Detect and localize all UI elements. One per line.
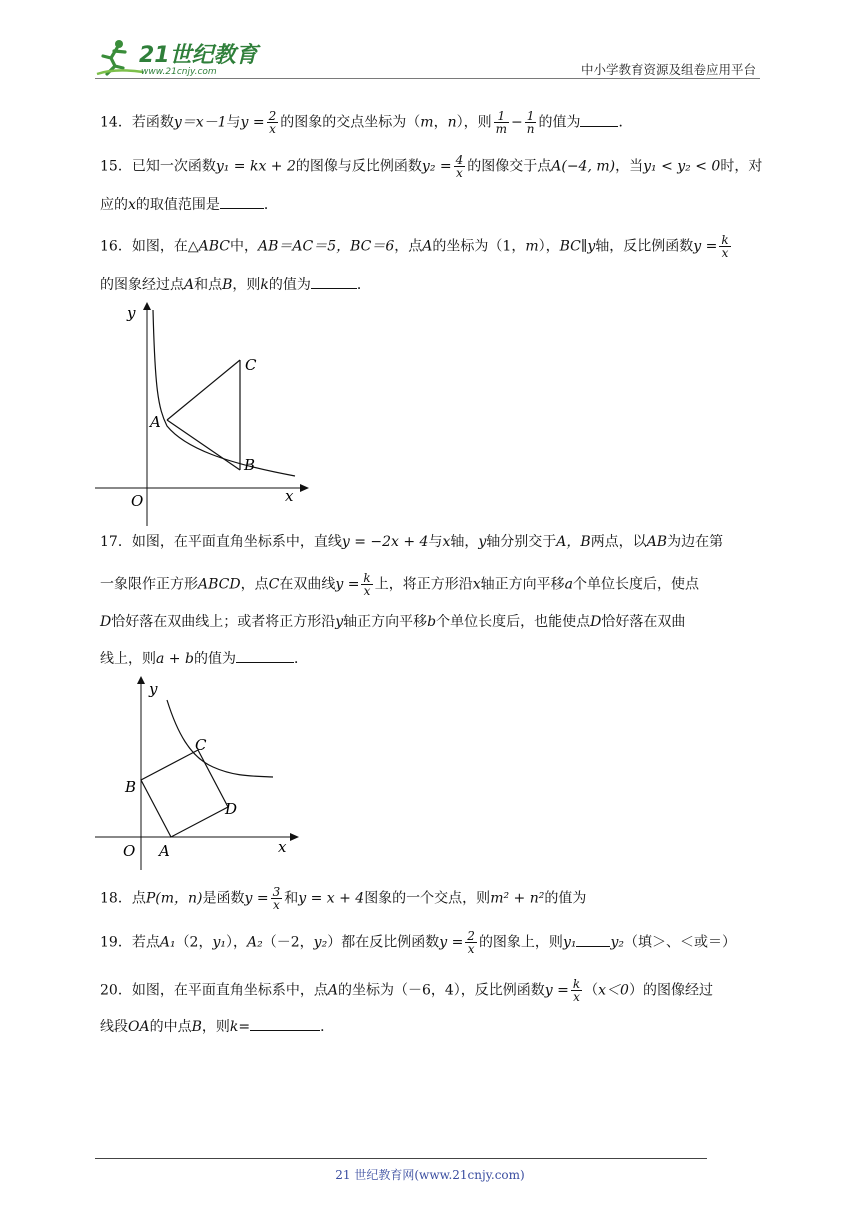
site-logo xyxy=(95,38,265,80)
question-17-line-4: 线上，则a + b的值为 ． xyxy=(100,648,765,669)
label-o: O xyxy=(131,492,144,510)
header-slogan: 中小学教育资源及组卷应用平台 xyxy=(580,62,756,77)
label-a: A xyxy=(159,842,170,860)
hyperbola-curve xyxy=(153,310,295,476)
fraction: $\frac{1}{n}$ xyxy=(526,109,535,136)
question-20: 20．如图，在平面直角坐标系中，点A的坐标为（－6，4），反比例函数y = $\frac{k}{x}$ （x＜0）的图像经过 xyxy=(100,977,713,1004)
figure-16 xyxy=(95,298,315,528)
label-d: D xyxy=(225,800,238,818)
question-19: 19．若点A₁（2，y₁），A₂（－2，y₂）都在反比例函数y = $\frac{2}{x}$ 的图象上，则y₁ y₂（填＞、＜或＝） xyxy=(100,929,736,956)
question-15-line-2: 应的x的取值范围是 ． xyxy=(100,194,765,215)
label-c: C xyxy=(245,356,257,374)
fraction: $\frac{k}{x}$ xyxy=(363,571,371,598)
question-17: 17．如图，在平面直角坐标系中，直线y = −2x + 4与x轴，y轴分别交于A，B两点，以AB为边在第 xyxy=(100,534,724,550)
question-16: 16．如图，在△ABC中，AB＝AC＝5，BC＝6，点A的坐标为（1，m），BC∥y轴，反比例函数y = $\frac{k}{x}$ xyxy=(100,233,729,260)
question-17-line-3: D恰好落在双曲线上；或者将正方形沿y轴正方向平移b个单位长度后，也能使点D恰好落在双曲 xyxy=(100,614,686,630)
question-16-line-2: 的图象经过点A和点B，则k的值为 ． xyxy=(100,274,765,295)
label-x: x xyxy=(278,838,287,856)
question-number: 19． xyxy=(100,934,132,951)
label-o: O xyxy=(123,842,136,860)
header-divider xyxy=(95,78,760,79)
logo-main-text: 21世纪教育 xyxy=(139,43,258,68)
figure-17 xyxy=(95,672,305,872)
segment-ab xyxy=(167,420,240,470)
label-a: A xyxy=(150,413,161,431)
question-20-line-2: 线段OA的中点B，则k= ． xyxy=(100,1016,765,1037)
question-18: 18．点P(m，n)是函数y = $\frac{3}{x}$ 和y = x + 4图象的一个交点，则m² + n²的值为 xyxy=(100,885,587,912)
fraction: $\frac{4}{x}$ xyxy=(455,153,464,180)
label-y: y xyxy=(127,304,136,322)
answer-blank[interactable] xyxy=(220,194,264,209)
fraction: $\frac{k}{x}$ xyxy=(572,977,581,1004)
question-number: 17． xyxy=(100,534,132,550)
fraction: $\frac{3}{x}$ xyxy=(272,885,281,912)
fraction: $\frac{2}{x}$ xyxy=(268,109,277,136)
label-x: x xyxy=(285,487,294,505)
question-number: 14． xyxy=(100,114,132,131)
question-number: 18． xyxy=(100,890,132,907)
label-b: B xyxy=(244,456,256,474)
fraction: $\frac{1}{m}$ xyxy=(495,109,507,136)
answer-blank[interactable] xyxy=(311,274,357,289)
question-14: 14．若函数y＝x－1与y = $\frac{2}{x}$ 的图象的交点坐标为（m，n），则 $\frac{1}{m}$ − $\frac{1}{n}$ 的值为 ． xyxy=(100,109,633,136)
answer-blank[interactable] xyxy=(236,648,294,663)
question-15: 15．已知一次函数y₁ = kx + 2的图像与反比例函数y₂ = $\frac{4}{x}$ 的图像交于点A(−4, m)，当y₁ < y₂ < 0时，对 xyxy=(100,153,763,180)
question-17-line-2: 一象限作正方形ABCD，点C在双曲线y = $\frac{k}{x}$ 上，将正方形沿x轴正方向平移a个单位长度后，使点 xyxy=(100,571,699,598)
label-c: C xyxy=(195,736,207,754)
answer-blank[interactable] xyxy=(250,1016,320,1031)
answer-blank[interactable] xyxy=(576,932,610,947)
question-number: 20． xyxy=(100,982,132,999)
label-y: y xyxy=(149,680,158,698)
footer-link[interactable]: 21 世纪教育网(www.21cnjy.com) xyxy=(335,1168,525,1182)
question-number: 15． xyxy=(100,158,132,175)
hyperbola-curve xyxy=(167,700,273,777)
fraction: $\frac{2}{x}$ xyxy=(467,929,475,956)
footer-divider xyxy=(95,1158,707,1159)
runner-icon xyxy=(97,40,143,74)
square-abcd xyxy=(141,750,228,837)
logo-url-text: www.21cnjy.com xyxy=(141,67,217,77)
fraction: $\frac{k}{x}$ xyxy=(721,233,729,260)
label-b: B xyxy=(125,778,137,796)
question-number: 16． xyxy=(100,238,132,255)
segment-ac xyxy=(167,360,240,420)
answer-blank[interactable] xyxy=(580,112,618,127)
